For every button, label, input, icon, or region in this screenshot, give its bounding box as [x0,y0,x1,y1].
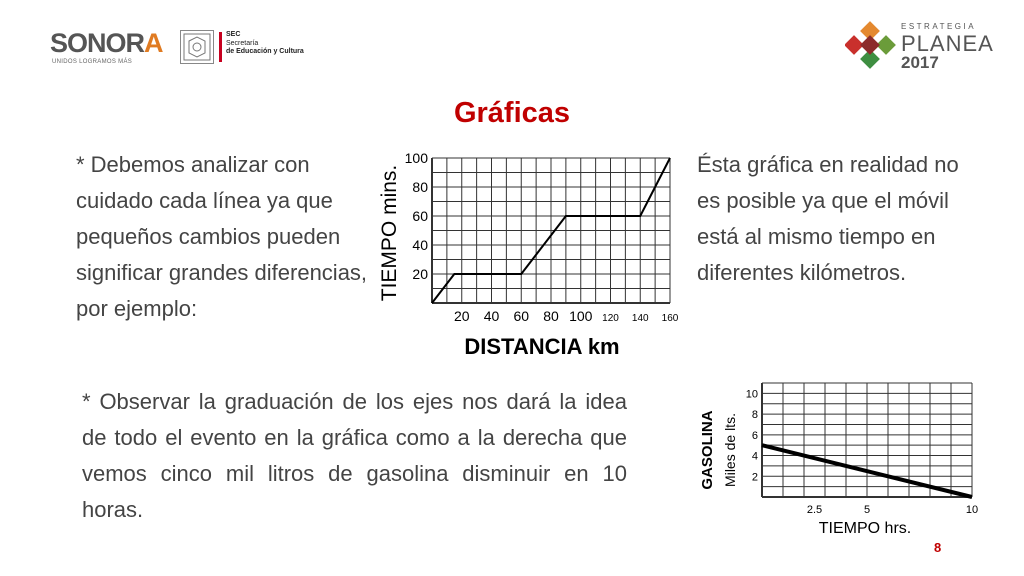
chart2-y-tick: 2 [751,471,758,484]
chart2-y-tick: 4 [751,450,758,463]
chart2-x-axis-label: TIEMPO hrs. [818,520,912,537]
chart1-y-tick: 60 [412,208,428,224]
chart1-x-tick: 100 [569,308,593,324]
chart1-y-axis-label: TIEMPO mins. [378,164,401,302]
sonora-wordmark [50,28,163,59]
page-number: 8 [934,540,942,555]
chart2-y-tick: 8 [751,409,758,422]
sonora-wordmark-main: SONOR [50,28,145,58]
chart2-grid [762,383,980,497]
chart2-x-tick: 10 [965,504,979,516]
planea-logo [845,20,994,72]
sec-line1: Secretaría [226,39,259,47]
chart2-y-axis-label-2: Miles de lts. [722,413,738,487]
chart1-x-tick: 20 [453,308,470,324]
chart1-tick-labels [405,150,679,324]
chart1-x-tick: 60 [513,308,530,324]
planea-name: PLANEA [901,31,994,56]
chart1-x-tick: 140 [631,313,649,324]
bottom-paragraph: * Observar la graduación de los ejes nos dará la idea de todo el evento en la gráfica como a la derecha que vemos cinco mil litros de gasolina disminuir en 10 horas. [82,389,627,522]
left-paragraph: * Debemos analizar con cuidado cada línea ya que pequeños cambios pueden significar grandes diferencias, por ejemplo: [76,152,368,321]
chart1-y-tick: 20 [412,266,428,282]
chart1-y-tick: 100 [404,150,428,166]
chart1-x-tick: 80 [543,308,559,324]
chart2-x-tick: 5 [863,504,871,516]
chart2-y-axis-label-1: GASOLINA [699,410,716,490]
fuel-time-chart [690,375,980,545]
chart2-y-tick: 10 [745,388,758,401]
chart1-x-tick: 40 [483,308,500,324]
slide-title: Gráficas [453,97,571,129]
planea-year: 2017 [901,53,939,72]
chart2-y-tick: 6 [751,429,758,442]
chart1-grid [432,158,670,303]
chart2-x-tick: 2.5 [806,504,823,516]
right-paragraph: Ésta gráfica en realidad no es posible ya que el móvil está al mismo tiempo en diferentes kilómetros. [697,152,959,285]
chart1-y-tick: 80 [412,179,428,195]
sonora-logo [50,28,175,70]
planea-mark-icon [845,20,897,72]
sec-logo-text [226,31,304,57]
chart1-x-axis-label: DISTANCIA km [464,334,620,358]
time-distance-chart [372,148,682,358]
sec-line2: de Educación y Cultura [226,48,304,55]
chart1-x-tick: 160 [661,313,679,324]
state-seal-icon [180,30,214,64]
sonora-tagline: UNIDOS LOGRAMOS MÁS [52,59,133,65]
sonora-wordmark-accent: A [144,28,163,58]
sec-abbr: SEC [226,31,241,38]
chart1-y-tick: 40 [412,237,428,253]
planea-estrategia: ESTRATEGIA [901,22,977,31]
chart1-x-tick: 120 [602,313,619,324]
sec-divider [219,32,222,62]
